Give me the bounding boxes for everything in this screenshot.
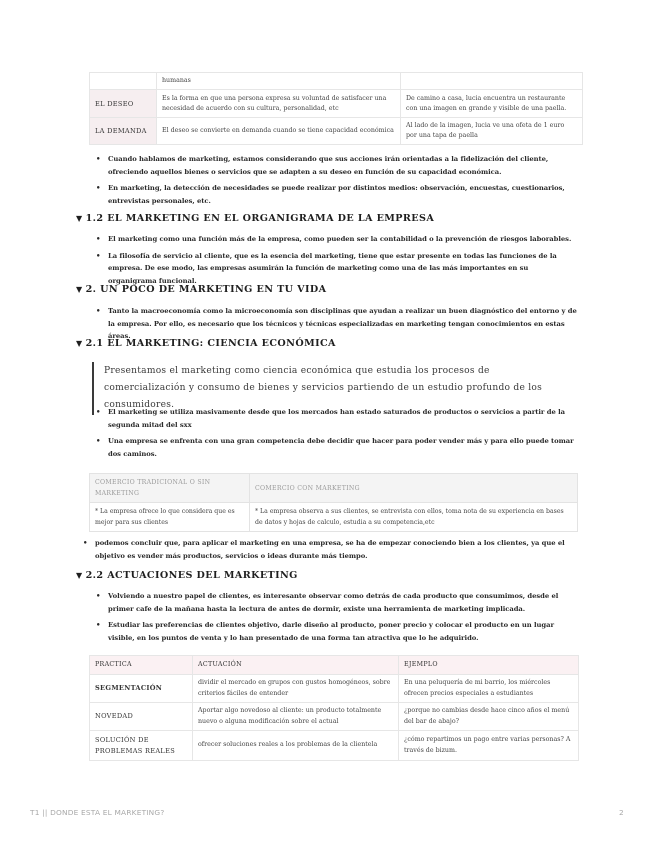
table-cell: El deseo se convierte en demanda cuando se tiene capacidad económica (157, 118, 401, 145)
bullet-icon: • (83, 538, 88, 547)
list-item-text: podemos concluir que, para aplicar el marketing en una empresa, se ha de empezar conociendo bien a los clientes, ya que el objetivo es vender más productos, servicios o ideas durante más tiempo. (95, 539, 565, 560)
bullet-icon: • (96, 591, 101, 600)
table-cell: Al lado de la imagen, lucia ve una ofeta de 1 euro por una tapa de paella (401, 118, 583, 145)
table-cell: * La empresa observa a sus clientes, se entrevista con ellos, toma nota de su experiencia en bases de datos y hojas de calculo, estudia a su competencia,etc (250, 503, 578, 532)
table-cell: SEGMENTACIÓN (90, 675, 193, 703)
table-cell: De camino a casa, lucia encuentra un restaurante con una imagen en grande y visible de una paella. (401, 90, 583, 118)
list-item-text: El marketing se utiliza masivamente desde que los mercados han estado saturados de productos o servicios a partir de la segunda mitad del sxx (108, 408, 565, 429)
list-item (96, 590, 578, 615)
bullet-icon: • (96, 154, 101, 163)
bullet-icon: • (96, 306, 101, 315)
list-item (96, 233, 578, 246)
table-cell: ¿cómo repartimos un pago entre varias personas? A través de bizum. (399, 731, 579, 761)
table-cell: EL DESEO (90, 90, 157, 118)
list-item (96, 305, 578, 343)
table-cell: * La empresa ofrece lo que considera que es mejor para sus clientes (90, 503, 250, 532)
list-item-text: La filosofía de servicio al cliente, que es la esencia del marketing, tiene que estar presente en todas las funciones de la empresa. De ese modo, las empresas asumirán la función de marketing como una de las más importantes en su organigrama funcional. (108, 251, 557, 285)
table-cell: En una peluquería de mi barrio, los miércoles ofrecen precios especiales a estudiantes (399, 675, 579, 703)
table-cell: ofrecer soluciones reales a los problemas de la clientela (193, 731, 399, 761)
table-header-row (90, 474, 578, 503)
table-row (90, 118, 583, 145)
table-cell: humanas (157, 73, 401, 90)
heading-text: 2.1 EL MARKETING: CIENCIA ECONÓMICA (85, 338, 336, 349)
bullet-icon: • (96, 183, 101, 192)
table-row (90, 73, 583, 90)
heading-text: 2. UN POCO DE MARKETING EN TU VIDA (85, 284, 327, 295)
table-cell: ¿porque no cambias desde hace cinco años el menú del bar de abajo? (399, 703, 579, 731)
heading-text: 1.2 EL MARKETING EN EL ORGANIGRAMA DE LA EMPRESA (85, 213, 435, 224)
table-cell: LA DEMANDA (90, 118, 157, 145)
list-item (96, 153, 578, 178)
list-item-text: Cuando hablamos de marketing, estamos considerando que sus acciones irán orientadas a la fidelización del cliente, ofreciendo aquellos bienes o servicios que se adapten a su deseo en función de su capacidad económica. (108, 155, 549, 176)
list-item-text: Estudiar las preferencias de clientes objetivo, darle diseño al producto, poner precio y colocar el producto en un lugar visible, en los puntos de venta y lo han presentado de una forma tan atractiva que lo he adquirido. (108, 621, 555, 642)
table-row (90, 90, 583, 118)
bullet-icon: • (96, 250, 101, 260)
heading-text: 2.2 ACTUACIONES DEL MARKETING (85, 570, 298, 581)
table-cell: Es la forma en que una persona expresa su voluntad de satisfacer una necesidad de acuerdo con su cultura, personalidad, etc (157, 90, 401, 118)
footer-title: T1 || DONDE ESTA EL MARKETING? (30, 808, 165, 817)
table-row (90, 731, 579, 761)
list-item (83, 537, 579, 562)
table-header-cell: ACTUACIÓN (193, 656, 399, 675)
table-row (90, 503, 578, 532)
table-header-cell: EJEMPLO (399, 656, 579, 675)
section-heading (76, 213, 434, 224)
section-heading (76, 570, 298, 581)
table-cell: dividir el mercado en grupos con gustos homogéneos, sobre criterios fáciles de entender (193, 675, 399, 703)
bullet-list (83, 537, 579, 562)
list-item (96, 250, 578, 288)
page-number: 2 (619, 808, 624, 817)
table-cell (90, 73, 157, 90)
bullet-icon: • (96, 620, 101, 629)
marketing-actions-table (89, 655, 579, 761)
concepts-table (89, 72, 583, 145)
bullet-list (96, 590, 578, 644)
list-item (96, 619, 578, 644)
list-item (96, 435, 578, 460)
table-header-cell: PRACTICA (90, 656, 193, 675)
table-header-cell: COMERCIO TRADICIONAL O SIN MARKETING (90, 474, 250, 503)
toggle-arrow-icon[interactable]: ▼ (76, 570, 83, 580)
table-cell (401, 73, 583, 90)
list-item-text: Volviendo a nuestro papel de clientes, es interesante observar como detrás de cada producto que consumimos, desde el primer cafe de la mañana hasta la lectura de antes de dormir, existe una herramienta de marketing implicada. (108, 592, 559, 613)
bullet-icon: • (96, 436, 101, 445)
commerce-table (89, 473, 578, 532)
list-item-text: En marketing, la detección de necesidades se puede realizar por distintos medios: observación, encuestas, cuestionarios, entrevistas personales, etc. (108, 184, 565, 205)
table-header-row (90, 656, 579, 675)
toggle-arrow-icon[interactable]: ▼ (76, 213, 83, 223)
list-item (96, 182, 578, 207)
table-cell: SOLUCIÓN DE PROBLEMAS REALES (90, 731, 193, 761)
toggle-arrow-icon[interactable]: ▼ (76, 284, 83, 294)
table-row (90, 675, 579, 703)
list-item-text: Una empresa se enfrenta con una gran competencia debe decidir que hacer para poder vender más y para ello puede tomar dos caminos. (108, 437, 574, 458)
bullet-list (96, 233, 578, 287)
section-heading (76, 284, 326, 295)
table-header-cell: COMERCIO CON MARKETING (250, 474, 578, 503)
bullet-list (96, 406, 578, 460)
table-row (90, 703, 579, 731)
bullet-icon: • (96, 407, 101, 416)
table-cell: Aportar algo novedoso al cliente: un producto totalmente nuevo o alguna modificación sobre el actual (193, 703, 399, 731)
section-heading (76, 338, 336, 349)
quote-block: Presentamos el marketing como ciencia económica que estudia los procesos de comercialización y consumo de bienes y servicios partiendo de un estudio profundo de los consumidores. (92, 362, 574, 415)
list-item (96, 406, 578, 431)
toggle-arrow-icon[interactable]: ▼ (76, 338, 83, 348)
table-cell: NOVEDAD (90, 703, 193, 731)
bullet-icon: • (96, 234, 101, 243)
bullet-list (96, 305, 578, 343)
list-item-text: Tanto la macroeconomía como la microeconomía son disciplinas que ayudan a realizar un buen diagnóstico del entorno y de la empresa. Por ello, es necesario que los técnicos y técnicas especializadas en marketing tengan conocimientos en estas áreas. (108, 307, 577, 340)
bullet-list (96, 153, 578, 207)
list-item-text: El marketing como una función más de la empresa, como pueden ser la contabilidad o la prevención de riesgos laborables. (108, 235, 572, 243)
